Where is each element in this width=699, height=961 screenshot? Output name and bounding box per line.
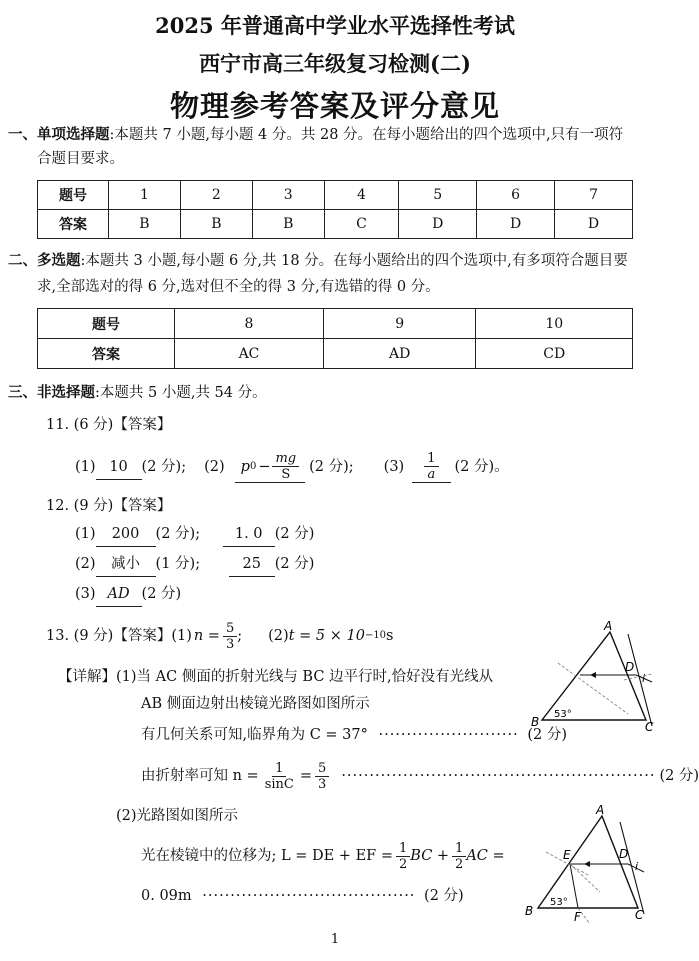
prism-diagram-2 <box>520 802 660 924</box>
q12-part1-value: 200 <box>96 522 156 547</box>
question-number: 2 <box>180 181 252 210</box>
section2-title: 二、多选题 <box>8 252 81 269</box>
question-number: 3 <box>252 181 324 210</box>
q11-part2-label: (2) <box>204 459 225 475</box>
q12-part2-score2: (2 分) <box>274 556 315 572</box>
exam-title: 2025 年普通高中学业水平选择性考试 <box>155 13 515 38</box>
answer-cell: D <box>399 210 477 239</box>
section3-intro <box>8 381 267 405</box>
section3-title: 三、非选择题 <box>8 384 95 401</box>
question-number: 8 <box>175 309 324 339</box>
q11-part1-value: 10 <box>96 455 142 480</box>
section1-intro-line2: 合题目要求。 <box>37 151 124 167</box>
q13-detail-line4 <box>141 758 699 794</box>
q12-part3-score: (2 分) <box>141 586 182 602</box>
fraction-numerator: mg <box>272 451 299 467</box>
q13-detail-line2: AB 侧面边射出棱镜光路图如图所示 <box>141 696 370 712</box>
q13-heading <box>46 618 394 654</box>
q12-part2-value: 减小 <box>96 552 156 577</box>
q13-t-unit: s <box>386 628 394 644</box>
q11-part3-label: (3) <box>383 459 405 475</box>
q13-detail-line1: 【详解】(1)当 AC 侧面的折射光线与 BC 边平行时,恰好没有光线从 <box>58 669 494 685</box>
q12-part1-score: (2 分); <box>155 526 201 542</box>
q13-half-fraction-2 <box>452 841 466 872</box>
q11-part2-p: p <box>240 458 250 475</box>
answer-cell: D <box>555 210 633 239</box>
q13-head-text: 13. (9 分)【答案】(1) <box>46 628 192 644</box>
row-label-answer: 答案 <box>38 339 175 369</box>
angle-label-53: 53° <box>554 709 572 720</box>
answer-cell: AD <box>323 339 475 369</box>
section2-intro-text: :本题共 3 小题,每小题 6 分,共 18 分。在每小题给出的四个选项中,有多项符合题目要 <box>80 253 628 269</box>
answer-cell: B <box>109 210 181 239</box>
leader-dots: ························· <box>378 727 519 743</box>
section1-intro <box>8 123 623 147</box>
q13-ac-term: AC = <box>466 848 505 864</box>
q13-score: (2 分) <box>659 768 699 784</box>
normal-line <box>558 663 628 714</box>
fraction-numerator: 5 <box>223 621 237 637</box>
row-label-question: 题号 <box>38 181 109 210</box>
q12-row1 <box>75 522 314 547</box>
vertex-label-b: B <box>525 904 534 918</box>
fraction-numerator: 1 <box>396 841 410 857</box>
question-number: 4 <box>324 181 399 210</box>
q13-bc-term: BC + <box>410 848 450 864</box>
answer-cell: AC <box>175 339 324 369</box>
answer-cell: B <box>252 210 324 239</box>
vertex-label-c: C <box>635 908 644 922</box>
section1-title: 一、单项选择题 <box>8 126 110 143</box>
answer-cell: B <box>180 210 252 239</box>
vertex-label-a: A <box>596 803 605 817</box>
fraction-denominator: a <box>427 467 436 482</box>
row-label-question: 题号 <box>38 309 175 339</box>
fraction-numerator: 5 <box>315 761 329 777</box>
table-row <box>38 210 633 239</box>
vertex-label-c: C <box>645 720 654 734</box>
question-number: 9 <box>323 309 475 339</box>
point-label-d: D <box>619 847 629 861</box>
row-label-answer: 答案 <box>38 210 109 239</box>
point-label-f: F <box>574 910 581 924</box>
q13-score: (2 分) <box>424 888 464 904</box>
fraction-denominator: sinC <box>264 776 294 792</box>
q11-part3-value <box>412 451 450 483</box>
fraction-denominator: 3 <box>318 776 327 792</box>
q11-part2-value <box>235 451 305 483</box>
leader-dots: ························································ <box>341 768 656 784</box>
q12-part1-score2: (2 分) <box>274 526 315 542</box>
section2-intro-line2: 求,全部选对的得 6 分,选对但不全的得 3 分,有选错的得 0 分。 <box>37 279 440 295</box>
answer-cell: CD <box>476 339 633 369</box>
q11-answers <box>75 449 509 485</box>
q13-detail-line3 <box>141 723 567 747</box>
q11-part3-score: (2 分)。 <box>454 459 509 475</box>
prism-edge-line <box>620 822 644 914</box>
vertex-label-b: B <box>531 715 540 729</box>
q12-part2-label: (2) <box>75 556 96 572</box>
section2-intro <box>8 249 628 273</box>
exam-subtitle: 西宁市高三年级复习检测(二) <box>199 51 471 76</box>
fraction-denominator: 3 <box>225 636 235 652</box>
table-row <box>38 181 633 210</box>
fraction-numerator: 1 <box>424 451 438 467</box>
vertex-label-a: A <box>604 619 613 633</box>
fraction-numerator: 1 <box>452 841 466 857</box>
q11-part1-label: (1) <box>75 459 96 475</box>
q13-displacement-value: 0. 09m <box>141 888 192 904</box>
fraction-denominator: 2 <box>398 856 408 872</box>
q12-row2 <box>75 552 314 577</box>
question-number: 7 <box>555 181 633 210</box>
question-number: 6 <box>477 181 555 210</box>
q13-part2-label: (2) <box>268 628 289 644</box>
q12-part1-value2: 1. 0 <box>223 522 275 547</box>
q13-t-exponent: −10 <box>364 630 387 641</box>
q13-n-fraction <box>223 621 237 652</box>
angle-label-i: i <box>642 672 646 685</box>
page-number: 1 <box>330 932 340 947</box>
q12-heading: 12. (9 分)【答案】 <box>46 498 172 514</box>
q13-part2-line2 <box>141 838 505 874</box>
ray-arrow <box>584 861 590 867</box>
q12-part3-value: AD <box>96 582 142 607</box>
q13-half-fraction <box>396 841 410 872</box>
question-number: 1 <box>109 181 181 210</box>
q13-score: (2 分) <box>527 727 567 743</box>
q13-separator: ; <box>237 628 243 644</box>
q13-part2-line3 <box>141 884 464 908</box>
table-row <box>38 339 633 369</box>
section2-answer-table <box>37 308 633 369</box>
q11-part3-fraction <box>424 451 438 482</box>
q13-refraction-result <box>315 761 329 792</box>
q12-part1-label: (1) <box>75 526 96 542</box>
q13-critical-angle-text: 有几何关系可知,临界角为 C = 37° <box>141 727 368 743</box>
angle-label-53: 53° <box>550 897 568 908</box>
q11-part2-minus: − <box>258 458 271 475</box>
angle-label-i: i <box>635 860 639 873</box>
q11-heading: 11. (6 分)【答案】 <box>46 417 172 433</box>
equals-sign: = <box>299 768 313 784</box>
leader-dots: ······································ <box>202 888 416 904</box>
question-number: 10 <box>476 309 633 339</box>
document-title: 物理参考答案及评分意见 <box>169 89 500 123</box>
q11-part2-score: (2 分); <box>309 459 354 475</box>
q11-part1-score: (2 分); <box>141 459 187 475</box>
point-label-d: D <box>625 660 635 674</box>
fraction-numerator: 1 <box>272 761 286 777</box>
q13-refraction-text: 由折射率可知 n = <box>141 768 259 784</box>
fraction-denominator: S <box>281 467 291 482</box>
table-row <box>38 309 633 339</box>
light-ray <box>570 864 578 908</box>
section1-intro-text: :本题共 7 小题,每小题 4 分。共 28 分。在每小题给出的四个选项中,只有一项符 <box>109 127 624 143</box>
q11-part2-p-sub: 0 <box>249 460 257 472</box>
ray-arrow <box>590 672 596 678</box>
q12-row3 <box>75 582 181 607</box>
prism-diagram-1 <box>528 618 658 738</box>
q12-part3-label: (3) <box>75 586 96 602</box>
answer-cell: C <box>324 210 399 239</box>
section3-intro-text: :本题共 5 小题,共 54 分。 <box>95 385 267 401</box>
answer-cell: D <box>477 210 555 239</box>
q13-displacement-text: 光在棱镜中的位移为; L = DE + EF = <box>141 848 393 864</box>
q11-part2-fraction <box>272 451 299 482</box>
q13-part2-line1: (2)光路图如图所示 <box>116 808 239 824</box>
question-number: 5 <box>399 181 477 210</box>
q13-refraction-fraction <box>262 761 297 792</box>
q12-part2-score: (1 分); <box>155 556 201 572</box>
q12-part2-value2: 25 <box>229 552 275 577</box>
q13-t-equation: t = 5 × 10 <box>288 628 365 644</box>
point-label-e: E <box>563 848 571 862</box>
fraction-denominator: 2 <box>455 856 464 872</box>
q13-n-equation: n = <box>193 628 220 644</box>
section1-answer-table <box>37 180 633 239</box>
